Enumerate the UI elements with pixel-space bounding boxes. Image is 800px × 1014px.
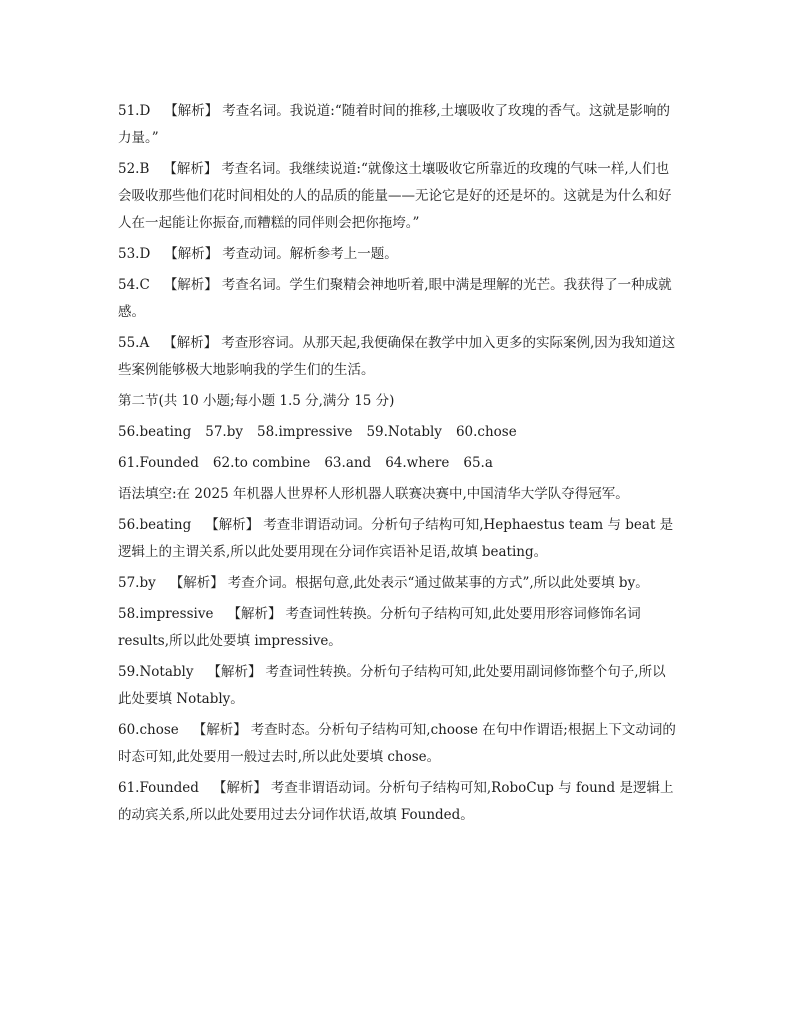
analysis-tag: 【解析】 xyxy=(207,664,262,680)
explanation-59 xyxy=(118,659,678,713)
answer-item-55 xyxy=(118,330,678,384)
answer-number: 55.A xyxy=(118,335,150,351)
analysis-tag: 【解析】 xyxy=(164,103,219,119)
answer-item-54 xyxy=(118,272,678,326)
answer-57: 57.by xyxy=(205,424,243,440)
answer-number: 54.C xyxy=(118,277,150,293)
analysis-tag: 【解析】 xyxy=(169,575,224,591)
analysis-tag: 【解析】 xyxy=(192,722,247,738)
analysis-text: 考查词性转换。分析句子结构可知,此处要用副词修饰整个句子,所以此处要填 Notably。 xyxy=(118,664,666,707)
answer-number: 59.Notably xyxy=(118,664,194,680)
section-heading: 第二节(共 10 小题;每小题 1.5 分,满分 15 分) xyxy=(118,393,395,409)
analysis-text: 考查时态。分析句子结构可知,choose 在句中作谓语;根据上下文动词的时态可知,此处要用一般过去时,所以此处要填 chose。 xyxy=(118,722,676,765)
answer-59: 59.Notably xyxy=(366,424,442,440)
explanation-57 xyxy=(118,570,678,597)
analysis-text: 考查非谓语动词。分析句子结构可知,Hephaestus team 与 beat 是逻辑上的主谓关系,所以此处要用现在分词作宾语补足语,故填 beating。 xyxy=(118,517,674,560)
answer-62: 62.to combine xyxy=(212,455,311,471)
answer-63: 63.and xyxy=(324,455,372,471)
passage-intro: 语法填空:在 2025 年机器人世界杯人形机器人联赛决赛中,中国清华大学队夺得冠军。 xyxy=(118,486,629,502)
answer-64: 64.where xyxy=(385,455,450,471)
analysis-tag: 【解析】 xyxy=(205,517,260,533)
answer-number: 57.by xyxy=(118,575,156,591)
analysis-text: 考查非谓语动词。分析句子结构可知,RoboCup 与 found 是逻辑上的动宾关系,所以此处要用过去分词作状语,故填 Founded。 xyxy=(118,780,674,823)
answer-item-52 xyxy=(118,156,678,237)
answer-number: 53.D xyxy=(118,246,151,262)
analysis-text: 考查名词。学生们聚精会神地听着,眼中满是理解的光芒。我获得了一种成就感。 xyxy=(118,277,672,320)
analysis-text: 考查词性转换。分析句子结构可知,此处要用形容词修饰名词 results,所以此处要填 impressive。 xyxy=(118,606,641,649)
answers-row-1 xyxy=(118,419,678,446)
explanation-56 xyxy=(118,512,678,566)
answer-key-content xyxy=(118,98,678,833)
analysis-text: 考查名词。我说道:“随着时间的推移,土壤吸收了玫瑰的香气。这就是影响的力量。” xyxy=(118,103,671,146)
answer-item-53 xyxy=(118,241,678,268)
analysis-tag: 【解析】 xyxy=(163,277,218,293)
answer-58: 58.impressive xyxy=(256,424,353,440)
answer-number: 56.beating xyxy=(118,517,192,533)
answer-60: 60.chose xyxy=(455,424,517,440)
answer-number: 52.B xyxy=(118,161,150,177)
explanation-60 xyxy=(118,717,678,771)
explanation-61 xyxy=(118,775,678,829)
answer-number: 60.chose xyxy=(118,722,179,738)
answer-number: 51.D xyxy=(118,103,151,119)
analysis-text: 考查动词。解析参考上一题。 xyxy=(222,246,398,262)
answer-number: 58.impressive xyxy=(118,606,214,622)
answer-61: 61.Founded xyxy=(118,455,199,471)
answer-item-51 xyxy=(118,98,678,152)
analysis-tag: 【解析】 xyxy=(163,335,218,351)
analysis-text: 考查形容词。从那天起,我便确保在教学中加入更多的实际案例,因为我知道这些案例能够极大地影响我的学生们的生活。 xyxy=(118,335,676,378)
answers-row-2 xyxy=(118,450,678,477)
analysis-tag: 【解析】 xyxy=(227,606,282,622)
answer-65: 65.a xyxy=(463,455,493,471)
explanation-58 xyxy=(118,601,678,655)
analysis-tag: 【解析】 xyxy=(212,780,267,796)
analysis-tag: 【解析】 xyxy=(163,161,218,177)
analysis-text: 考查介词。根据句意,此处表示“通过做某事的方式”,所以此处要填 by。 xyxy=(227,575,649,591)
analysis-text: 考查名词。我继续说道:“就像这土壤吸收它所靠近的玫瑰的气味一样,人们也会吸收那些他们花时间相处的人的品质的能量——无论它是好的还是坏的。这就是为什么和好人在一起能让你振奋,而糟糕的同伴则会把你拖垮。” xyxy=(118,161,672,231)
analysis-tag: 【解析】 xyxy=(164,246,219,262)
answer-number: 61.Founded xyxy=(118,780,199,796)
answer-56: 56.beating xyxy=(118,424,192,440)
